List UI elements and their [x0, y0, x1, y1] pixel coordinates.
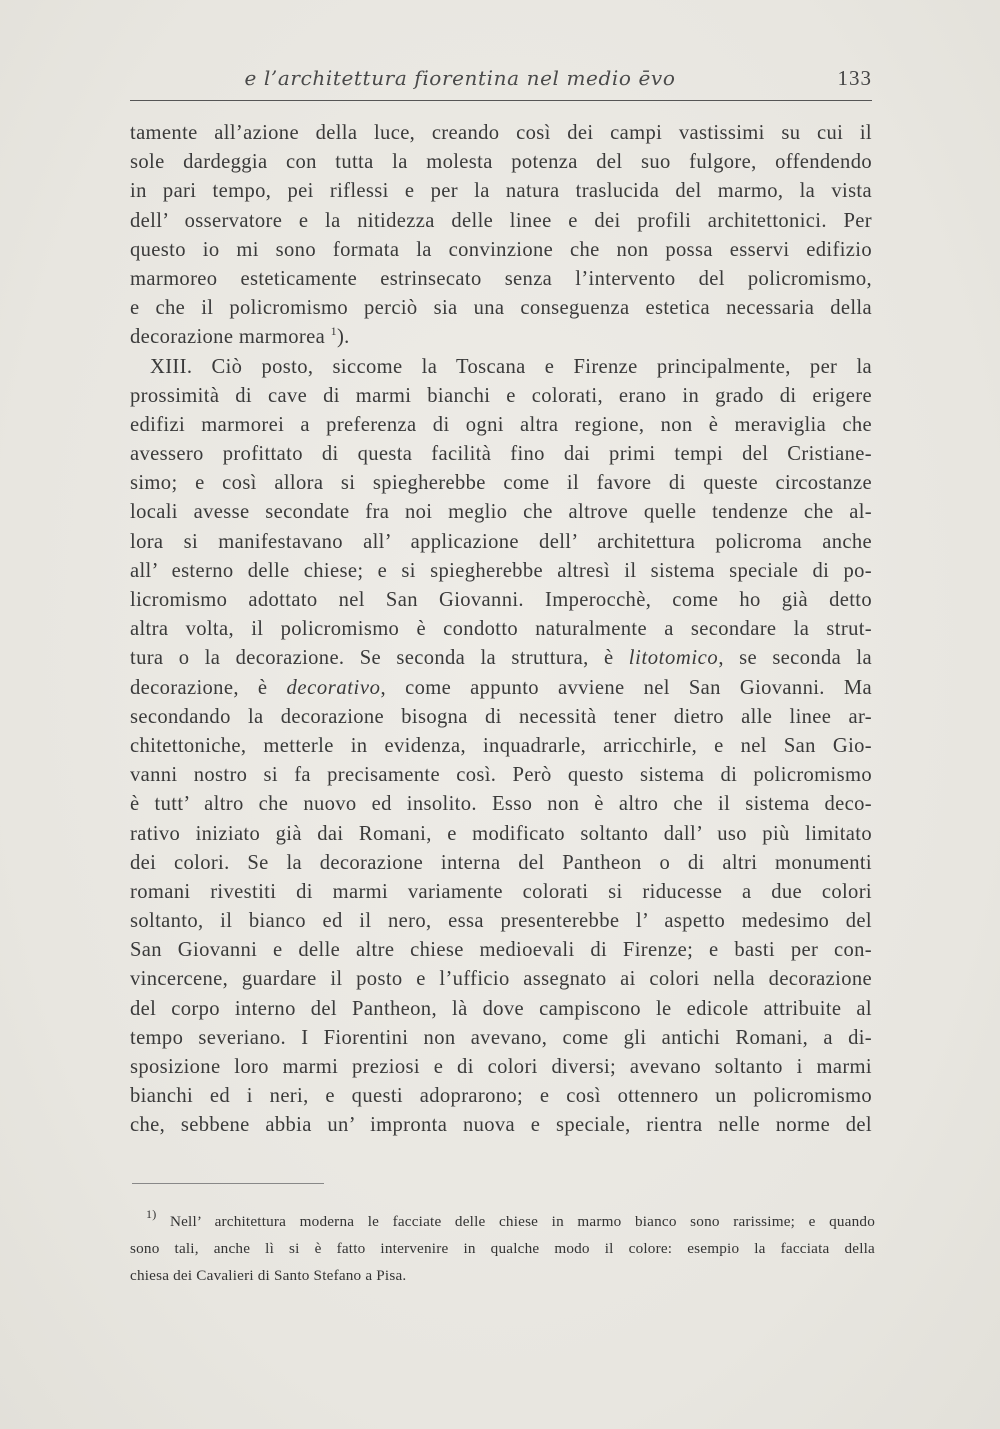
text-line: rativo iniziato già dai Romani, e modificato soltanto dall’ uso più limitato [130, 822, 872, 845]
header-rule [130, 100, 872, 101]
text-line: sole dardeggia con tutta la molesta potenza del suo fulgore, offendendo [130, 151, 872, 174]
text-fragment: decorazione marmorea [130, 326, 326, 349]
text-line: tempo severiano. I Fiorentini non avevano, come gli antichi Romani, a di- [130, 1026, 872, 1049]
text-fragment: Nell’ architettura moderna le facciate delle chiese in marmo bianco sono rarissime; e quando [169, 1213, 876, 1230]
text-line: in pari tempo, pei riflessi e per la natura traslucida del marmo, la vista [130, 180, 872, 203]
text-line: chitettoniche, metterle in evidenza, inquadrarle, arricchirle, e nel San Gio- [130, 734, 872, 757]
text-line: soltanto, il bianco ed il nero, essa presenterebbe l’ aspetto medesimo del [130, 910, 872, 933]
text-fragment: , come appunto avviene nel San Giovanni. Ma [380, 676, 872, 699]
footnote-line [130, 1208, 875, 1235]
footnote-line: sono tali, anche lì si è fatto intervenire in qualche modo il colore: esempio la facciata della [130, 1240, 875, 1257]
footnote-line: chiesa dei Cavalieri di Santo Stefano a Pisa. [130, 1267, 407, 1284]
text-line: è tutt’ altro che nuovo ed insolito. Esso non è altro che il sistema deco- [130, 793, 872, 816]
text-line: locali avesse secondate fra noi meglio che altrove quelle tendenze che al- [130, 501, 872, 524]
text-line [130, 644, 872, 673]
text-line: licromismo adottato nel San Giovanni. Imperocchè, come ho già detto [130, 589, 872, 611]
footnote-marker: 1) [146, 1207, 157, 1221]
text-line: vincercene, guardare il posto e l’ufficio assegnato ai colori nella decorazione [130, 968, 872, 991]
text-line: all’ esterno delle chiese; e si spiegherebbe altresì il sistema speciale di po- [130, 559, 872, 582]
text-line: dei colori. Se la decorazione interna del Pantheon o di altri monumenti [130, 851, 872, 874]
text-line [130, 323, 872, 352]
running-title: e l’architettura fiorentina nel medio ēvo [244, 66, 676, 90]
text-line: del corpo interno del Pantheon, là dove campiscono le edicole attribuite al [130, 997, 872, 1020]
text-line: simo; e così allora si spiegherebbe come il favore di queste circostanze [130, 472, 872, 495]
text-line: tamente all’azione della luce, creando così dei campi vastissimi su cui il [130, 122, 872, 144]
text-line: avessero profittato di questa facilità fino dai primi tempi del Cristiane- [130, 443, 872, 466]
text-line: vanni nostro si fa precisamente così. Però questo sistema di policromismo [130, 764, 872, 787]
italic-term: litotomico [628, 647, 719, 670]
text-line [130, 674, 872, 703]
text-line: edifizi marmorei a preferenza di ogni altra regione, non è meraviglia che [130, 413, 872, 436]
text-fragment: decorazione, è [130, 676, 268, 699]
text-line: questo io mi sono formata la convinzione che non possa esservi edifizio [130, 238, 872, 261]
text-line: secondando la decorazione bisogna di necessità tener dietro alle linee ar- [130, 705, 872, 728]
text-fragment: ). [336, 326, 350, 349]
page-number: 133 [837, 66, 872, 90]
italic-term: decorativo [286, 676, 381, 699]
text-line: e che il policromismo perciò sia una conseguenza estetica necessaria della [130, 297, 872, 320]
text-line: che, sebbene abbia un’ impronta nuova e speciale, rientra nelle norme del [130, 1114, 872, 1137]
text-line: sposizione loro marmi preziosi e di colori diversi; avevano soltanto i marmi [130, 1056, 872, 1078]
running-head [130, 62, 872, 96]
footnotes [130, 1208, 875, 1289]
footnote-reference: 1 [330, 324, 337, 339]
body-text [130, 119, 872, 1141]
text-line: dell’ osservatore e la nitidezza delle linee e dei profili architettonici. Per [130, 209, 872, 232]
text-line: lora si manifestavano all’ applicazione dell’ architettura policroma anche [130, 530, 872, 553]
text-line: altra volta, il policromismo è condotto naturalmente a secondare la strut- [130, 618, 872, 641]
text-line: bianchi ed i neri, e questi adoprarono; e così ottennero un policromismo [130, 1085, 872, 1108]
paragraph-start: XIII. Ciò posto, siccome la Toscana e Firenze principalmente, per la [150, 355, 872, 378]
text-fragment: tura o la decorazione. Se seconda la struttura, è [130, 647, 614, 670]
text-line: romani rivestiti di marmi variamente colorati si riducesse a due colori [130, 880, 872, 903]
footnote-rule [132, 1183, 324, 1184]
text-fragment: , se seconda la [718, 647, 872, 670]
text-line: prossimità di cave di marmi bianchi e colorati, erano in grado di erigere [130, 384, 872, 407]
text-line: San Giovanni e delle altre chiese medioevali di Firenze; e basti per con- [130, 939, 872, 962]
text-line: marmoreo esteticamente estrinsecato senza l’intervento del policromismo, [130, 267, 872, 290]
